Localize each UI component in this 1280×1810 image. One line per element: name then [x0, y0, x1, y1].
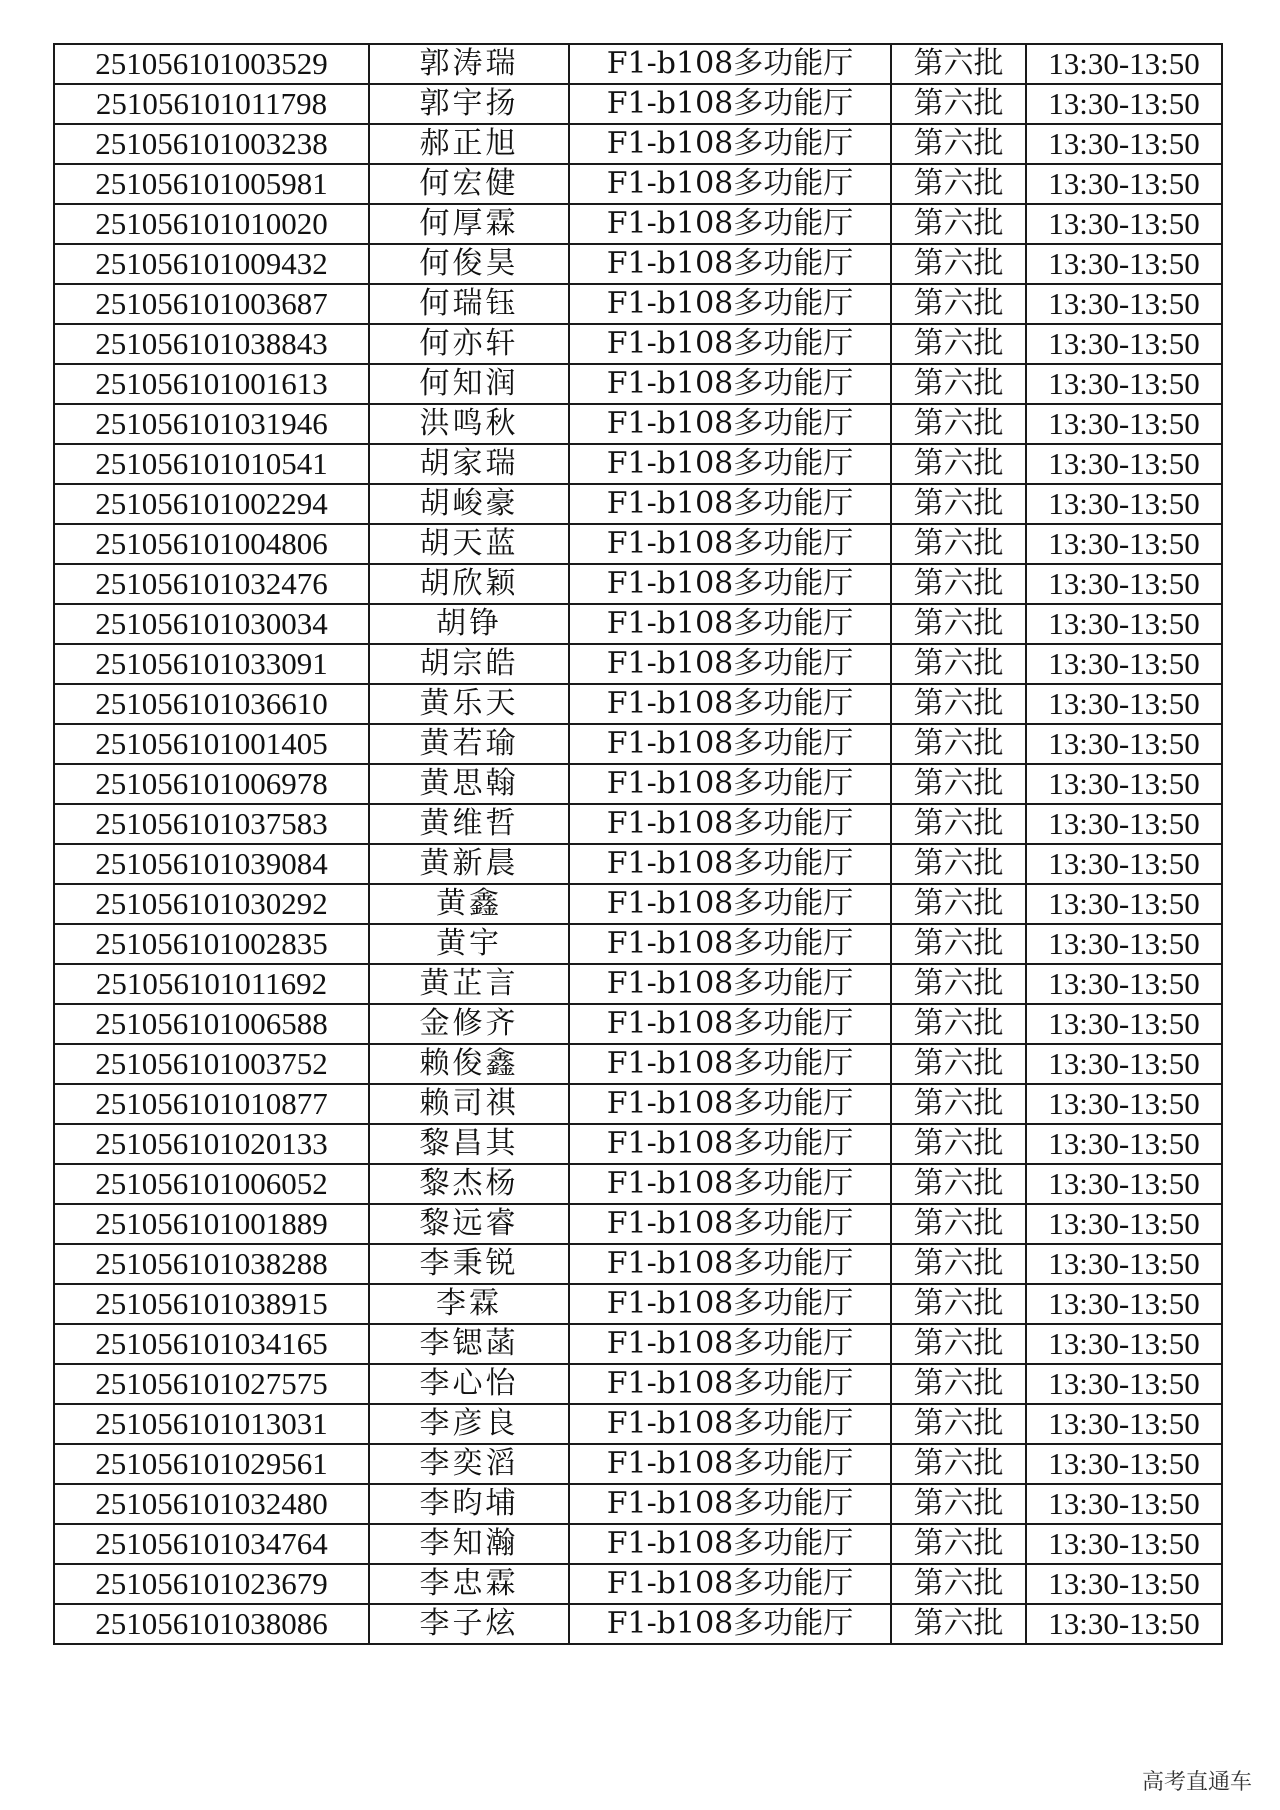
- candidate-name-cell: 郭宇扬: [369, 84, 569, 124]
- venue-cell: F1-b108多功能厅: [569, 1284, 891, 1324]
- time-slot-cell: 13:30-13:50: [1026, 1164, 1222, 1204]
- exam-id-cell: 251056101020133: [54, 1124, 369, 1164]
- batch-cell: 第六批: [891, 404, 1026, 444]
- time-slot-cell: 13:30-13:50: [1026, 324, 1222, 364]
- table-row: [54, 1004, 1222, 1044]
- time-slot-cell: 13:30-13:50: [1026, 1444, 1222, 1484]
- batch-cell: 第六批: [891, 804, 1026, 844]
- table-row: [54, 244, 1222, 284]
- batch-cell: 第六批: [891, 1564, 1026, 1604]
- venue-cell: F1-b108多功能厅: [569, 204, 891, 244]
- candidate-name-cell: 何知润: [369, 364, 569, 404]
- time-slot-cell: 13:30-13:50: [1026, 1124, 1222, 1164]
- exam-id-cell: 251056101011692: [54, 964, 369, 1004]
- table-row: [54, 1564, 1222, 1604]
- exam-id-cell: 251056101032476: [54, 564, 369, 604]
- exam-id-cell: 251056101001889: [54, 1204, 369, 1244]
- candidate-name-cell: 黄鑫: [369, 884, 569, 924]
- table-row: [54, 1164, 1222, 1204]
- venue-cell: F1-b108多功能厅: [569, 1484, 891, 1524]
- candidate-name-cell: 何亦轩: [369, 324, 569, 364]
- table-row: [54, 884, 1222, 924]
- candidate-name-cell: 黄维哲: [369, 804, 569, 844]
- batch-cell: 第六批: [891, 1524, 1026, 1564]
- batch-cell: 第六批: [891, 364, 1026, 404]
- venue-cell: F1-b108多功能厅: [569, 364, 891, 404]
- batch-cell: 第六批: [891, 644, 1026, 684]
- batch-cell: 第六批: [891, 564, 1026, 604]
- time-slot-cell: 13:30-13:50: [1026, 1524, 1222, 1564]
- time-slot-cell: 13:30-13:50: [1026, 804, 1222, 844]
- table-row: [54, 644, 1222, 684]
- exam-id-cell: 251056101003687: [54, 284, 369, 324]
- candidate-name-cell: 李彦良: [369, 1404, 569, 1444]
- table-row: [54, 844, 1222, 884]
- candidate-name-cell: 胡家瑞: [369, 444, 569, 484]
- candidate-name-cell: 黎杰杨: [369, 1164, 569, 1204]
- batch-cell: 第六批: [891, 204, 1026, 244]
- batch-cell: 第六批: [891, 1284, 1026, 1324]
- time-slot-cell: 13:30-13:50: [1026, 444, 1222, 484]
- time-slot-cell: 13:30-13:50: [1026, 364, 1222, 404]
- time-slot-cell: 13:30-13:50: [1026, 1044, 1222, 1084]
- batch-cell: 第六批: [891, 324, 1026, 364]
- table-row: [54, 484, 1222, 524]
- exam-id-cell: 251056101031946: [54, 404, 369, 444]
- venue-cell: F1-b108多功能厅: [569, 1004, 891, 1044]
- table-row: [54, 564, 1222, 604]
- exam-id-cell: 251056101010020: [54, 204, 369, 244]
- exam-id-cell: 251056101011798: [54, 84, 369, 124]
- exam-id-cell: 251056101038915: [54, 1284, 369, 1324]
- exam-id-cell: 251056101010877: [54, 1084, 369, 1124]
- table-row: [54, 444, 1222, 484]
- candidate-name-cell: 郝正旭: [369, 124, 569, 164]
- table-row: [54, 724, 1222, 764]
- batch-cell: 第六批: [891, 924, 1026, 964]
- exam-id-cell: 251056101030034: [54, 604, 369, 644]
- venue-cell: F1-b108多功能厅: [569, 1084, 891, 1124]
- exam-id-cell: 251056101023679: [54, 1564, 369, 1604]
- exam-id-cell: 251056101027575: [54, 1364, 369, 1404]
- time-slot-cell: 13:30-13:50: [1026, 1084, 1222, 1124]
- table-row: [54, 284, 1222, 324]
- venue-cell: F1-b108多功能厅: [569, 884, 891, 924]
- exam-id-cell: 251056101033091: [54, 644, 369, 684]
- batch-cell: 第六批: [891, 524, 1026, 564]
- time-slot-cell: 13:30-13:50: [1026, 1564, 1222, 1604]
- venue-cell: F1-b108多功能厅: [569, 1164, 891, 1204]
- venue-cell: F1-b108多功能厅: [569, 844, 891, 884]
- candidate-name-cell: 黄芷言: [369, 964, 569, 1004]
- batch-cell: 第六批: [891, 1444, 1026, 1484]
- exam-id-cell: 251056101032480: [54, 1484, 369, 1524]
- time-slot-cell: 13:30-13:50: [1026, 164, 1222, 204]
- candidate-name-cell: 李锶菡: [369, 1324, 569, 1364]
- candidate-name-cell: 金修齐: [369, 1004, 569, 1044]
- candidate-name-cell: 黎昌其: [369, 1124, 569, 1164]
- table-row: [54, 44, 1222, 84]
- table-row: [54, 604, 1222, 644]
- venue-cell: F1-b108多功能厅: [569, 964, 891, 1004]
- candidate-name-cell: 黎远睿: [369, 1204, 569, 1244]
- table-row: [54, 324, 1222, 364]
- exam-id-cell: 251056101037583: [54, 804, 369, 844]
- batch-cell: 第六批: [891, 44, 1026, 84]
- candidate-name-cell: 胡峻豪: [369, 484, 569, 524]
- table-row: [54, 1364, 1222, 1404]
- venue-cell: F1-b108多功能厅: [569, 1404, 891, 1444]
- exam-id-cell: 251056101006978: [54, 764, 369, 804]
- time-slot-cell: 13:30-13:50: [1026, 524, 1222, 564]
- venue-cell: F1-b108多功能厅: [569, 124, 891, 164]
- candidate-name-cell: 何宏健: [369, 164, 569, 204]
- venue-cell: F1-b108多功能厅: [569, 924, 891, 964]
- time-slot-cell: 13:30-13:50: [1026, 124, 1222, 164]
- table-row: [54, 1324, 1222, 1364]
- time-slot-cell: 13:30-13:50: [1026, 1004, 1222, 1044]
- batch-cell: 第六批: [891, 1244, 1026, 1284]
- venue-cell: F1-b108多功能厅: [569, 764, 891, 804]
- time-slot-cell: 13:30-13:50: [1026, 404, 1222, 444]
- venue-cell: F1-b108多功能厅: [569, 164, 891, 204]
- exam-id-cell: 251056101006052: [54, 1164, 369, 1204]
- table-row: [54, 1404, 1222, 1444]
- exam-id-cell: 251056101003752: [54, 1044, 369, 1084]
- exam-id-cell: 251056101009432: [54, 244, 369, 284]
- batch-cell: 第六批: [891, 1084, 1026, 1124]
- batch-cell: 第六批: [891, 1604, 1026, 1644]
- time-slot-cell: 13:30-13:50: [1026, 244, 1222, 284]
- time-slot-cell: 13:30-13:50: [1026, 1284, 1222, 1324]
- batch-cell: 第六批: [891, 244, 1026, 284]
- candidate-name-cell: 李霖: [369, 1284, 569, 1324]
- time-slot-cell: 13:30-13:50: [1026, 44, 1222, 84]
- table-row: [54, 1084, 1222, 1124]
- batch-cell: 第六批: [891, 284, 1026, 324]
- venue-cell: F1-b108多功能厅: [569, 1324, 891, 1364]
- candidate-roster-table: [53, 43, 1223, 1645]
- exam-id-cell: 251056101001613: [54, 364, 369, 404]
- candidate-name-cell: 李秉锐: [369, 1244, 569, 1284]
- table-row: [54, 364, 1222, 404]
- table-row: [54, 524, 1222, 564]
- time-slot-cell: 13:30-13:50: [1026, 724, 1222, 764]
- batch-cell: 第六批: [891, 1004, 1026, 1044]
- candidate-name-cell: 李忠霖: [369, 1564, 569, 1604]
- batch-cell: 第六批: [891, 684, 1026, 724]
- table-row: [54, 804, 1222, 844]
- exam-id-cell: 251056101036610: [54, 684, 369, 724]
- batch-cell: 第六批: [891, 84, 1026, 124]
- time-slot-cell: 13:30-13:50: [1026, 1204, 1222, 1244]
- time-slot-cell: 13:30-13:50: [1026, 1604, 1222, 1644]
- batch-cell: 第六批: [891, 484, 1026, 524]
- roster-body: [54, 44, 1222, 1644]
- table-row: [54, 1124, 1222, 1164]
- batch-cell: 第六批: [891, 444, 1026, 484]
- batch-cell: 第六批: [891, 764, 1026, 804]
- exam-id-cell: 251056101038843: [54, 324, 369, 364]
- exam-id-cell: 251056101003529: [54, 44, 369, 84]
- venue-cell: F1-b108多功能厅: [569, 1364, 891, 1404]
- exam-id-cell: 251056101010541: [54, 444, 369, 484]
- table-row: [54, 964, 1222, 1004]
- venue-cell: F1-b108多功能厅: [569, 284, 891, 324]
- candidate-name-cell: 黄乐天: [369, 684, 569, 724]
- exam-id-cell: 251056101034764: [54, 1524, 369, 1564]
- batch-cell: 第六批: [891, 724, 1026, 764]
- watermark-text: 高考直通车: [1141, 1770, 1252, 1795]
- time-slot-cell: 13:30-13:50: [1026, 1364, 1222, 1404]
- time-slot-cell: 13:30-13:50: [1026, 1484, 1222, 1524]
- venue-cell: F1-b108多功能厅: [569, 444, 891, 484]
- venue-cell: F1-b108多功能厅: [569, 404, 891, 444]
- time-slot-cell: 13:30-13:50: [1026, 684, 1222, 724]
- venue-cell: F1-b108多功能厅: [569, 684, 891, 724]
- batch-cell: 第六批: [891, 964, 1026, 1004]
- candidate-name-cell: 胡欣颖: [369, 564, 569, 604]
- table-row: [54, 684, 1222, 724]
- table-row: [54, 1524, 1222, 1564]
- candidate-name-cell: 何俊昊: [369, 244, 569, 284]
- table-row: [54, 924, 1222, 964]
- candidate-name-cell: 黄若瑜: [369, 724, 569, 764]
- batch-cell: 第六批: [891, 884, 1026, 924]
- venue-cell: F1-b108多功能厅: [569, 484, 891, 524]
- venue-cell: F1-b108多功能厅: [569, 44, 891, 84]
- venue-cell: F1-b108多功能厅: [569, 564, 891, 604]
- exam-id-cell: 251056101003238: [54, 124, 369, 164]
- venue-cell: F1-b108多功能厅: [569, 84, 891, 124]
- exam-id-cell: 251056101001405: [54, 724, 369, 764]
- venue-cell: F1-b108多功能厅: [569, 1524, 891, 1564]
- candidate-name-cell: 黄新晨: [369, 844, 569, 884]
- candidate-name-cell: 黄宇: [369, 924, 569, 964]
- exam-id-cell: 251056101013031: [54, 1404, 369, 1444]
- venue-cell: F1-b108多功能厅: [569, 1444, 891, 1484]
- exam-id-cell: 251056101034165: [54, 1324, 369, 1364]
- batch-cell: 第六批: [891, 164, 1026, 204]
- venue-cell: F1-b108多功能厅: [569, 604, 891, 644]
- batch-cell: 第六批: [891, 844, 1026, 884]
- table-row: [54, 404, 1222, 444]
- time-slot-cell: 13:30-13:50: [1026, 884, 1222, 924]
- candidate-name-cell: 赖俊鑫: [369, 1044, 569, 1084]
- candidate-name-cell: 李心怡: [369, 1364, 569, 1404]
- exam-id-cell: 251056101006588: [54, 1004, 369, 1044]
- batch-cell: 第六批: [891, 1324, 1026, 1364]
- venue-cell: F1-b108多功能厅: [569, 644, 891, 684]
- batch-cell: 第六批: [891, 1404, 1026, 1444]
- venue-cell: F1-b108多功能厅: [569, 1204, 891, 1244]
- time-slot-cell: 13:30-13:50: [1026, 924, 1222, 964]
- table-row: [54, 1484, 1222, 1524]
- time-slot-cell: 13:30-13:50: [1026, 1404, 1222, 1444]
- batch-cell: 第六批: [891, 604, 1026, 644]
- venue-cell: F1-b108多功能厅: [569, 1124, 891, 1164]
- table-row: [54, 1244, 1222, 1284]
- venue-cell: F1-b108多功能厅: [569, 524, 891, 564]
- candidate-name-cell: 李奕滔: [369, 1444, 569, 1484]
- exam-id-cell: 251056101002835: [54, 924, 369, 964]
- table-row: [54, 1204, 1222, 1244]
- candidate-name-cell: 胡宗皓: [369, 644, 569, 684]
- candidate-name-cell: 胡天蓝: [369, 524, 569, 564]
- candidate-name-cell: 李知瀚: [369, 1524, 569, 1564]
- time-slot-cell: 13:30-13:50: [1026, 964, 1222, 1004]
- table-row: [54, 1604, 1222, 1644]
- venue-cell: F1-b108多功能厅: [569, 324, 891, 364]
- table-row: [54, 1444, 1222, 1484]
- candidate-name-cell: 何厚霖: [369, 204, 569, 244]
- candidate-name-cell: 赖司祺: [369, 1084, 569, 1124]
- venue-cell: F1-b108多功能厅: [569, 724, 891, 764]
- time-slot-cell: 13:30-13:50: [1026, 564, 1222, 604]
- batch-cell: 第六批: [891, 124, 1026, 164]
- venue-cell: F1-b108多功能厅: [569, 1564, 891, 1604]
- candidate-name-cell: 洪鸣秋: [369, 404, 569, 444]
- time-slot-cell: 13:30-13:50: [1026, 284, 1222, 324]
- time-slot-cell: 13:30-13:50: [1026, 764, 1222, 804]
- batch-cell: 第六批: [891, 1124, 1026, 1164]
- candidate-name-cell: 胡铮: [369, 604, 569, 644]
- time-slot-cell: 13:30-13:50: [1026, 604, 1222, 644]
- time-slot-cell: 13:30-13:50: [1026, 844, 1222, 884]
- batch-cell: 第六批: [891, 1204, 1026, 1244]
- exam-id-cell: 251056101004806: [54, 524, 369, 564]
- exam-id-cell: 251056101038288: [54, 1244, 369, 1284]
- exam-id-cell: 251056101005981: [54, 164, 369, 204]
- exam-id-cell: 251056101002294: [54, 484, 369, 524]
- venue-cell: F1-b108多功能厅: [569, 1604, 891, 1644]
- time-slot-cell: 13:30-13:50: [1026, 1244, 1222, 1284]
- time-slot-cell: 13:30-13:50: [1026, 204, 1222, 244]
- exam-id-cell: 251056101039084: [54, 844, 369, 884]
- candidate-name-cell: 黄思翰: [369, 764, 569, 804]
- batch-cell: 第六批: [891, 1044, 1026, 1084]
- exam-id-cell: 251056101030292: [54, 884, 369, 924]
- exam-id-cell: 251056101029561: [54, 1444, 369, 1484]
- candidate-name-cell: 何瑞钰: [369, 284, 569, 324]
- time-slot-cell: 13:30-13:50: [1026, 84, 1222, 124]
- table-row: [54, 204, 1222, 244]
- candidate-name-cell: 李昀埔: [369, 1484, 569, 1524]
- time-slot-cell: 13:30-13:50: [1026, 1324, 1222, 1364]
- venue-cell: F1-b108多功能厅: [569, 244, 891, 284]
- table-row: [54, 1044, 1222, 1084]
- venue-cell: F1-b108多功能厅: [569, 1244, 891, 1284]
- exam-id-cell: 251056101038086: [54, 1604, 369, 1644]
- batch-cell: 第六批: [891, 1164, 1026, 1204]
- table-row: [54, 164, 1222, 204]
- venue-cell: F1-b108多功能厅: [569, 804, 891, 844]
- time-slot-cell: 13:30-13:50: [1026, 644, 1222, 684]
- table-row: [54, 1284, 1222, 1324]
- venue-cell: F1-b108多功能厅: [569, 1044, 891, 1084]
- candidate-name-cell: 郭涛瑞: [369, 44, 569, 84]
- table-row: [54, 84, 1222, 124]
- time-slot-cell: 13:30-13:50: [1026, 484, 1222, 524]
- batch-cell: 第六批: [891, 1364, 1026, 1404]
- table-row: [54, 124, 1222, 164]
- candidate-name-cell: 李子炫: [369, 1604, 569, 1644]
- table-row: [54, 764, 1222, 804]
- batch-cell: 第六批: [891, 1484, 1026, 1524]
